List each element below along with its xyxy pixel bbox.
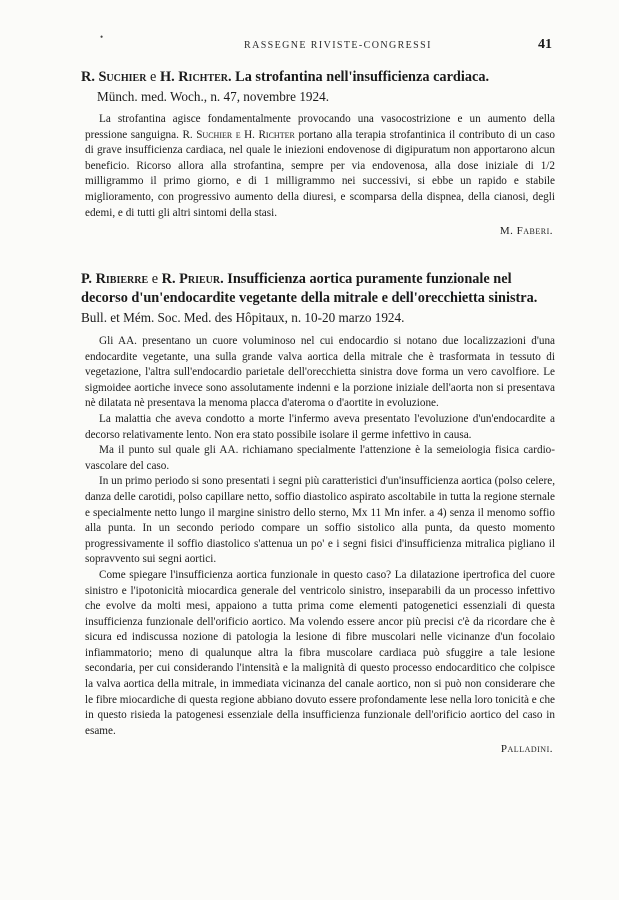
article-2-title: Insufficienza aortica puramente funzionale nel decorso d'un'endocardite vegetante della mitrale e dell'orecchietta sinistra. <box>81 271 538 306</box>
article-1-body <box>81 112 555 221</box>
article-1-title: La strofantina nell'insufficienza cardiaca. <box>235 69 490 85</box>
article-2-conjunction: e <box>151 271 159 287</box>
article-1-body-end: portano alla terapia strofantinica il contributo di un caso di grave insufficienza cardiaca, nel quale le iniezioni endovenose di digipuratum non apportarono alcun beneficio. Ricorso allora alla strofantina, sempre per via endovenosa, alla dose iniziale di 1/2 milligrammo il primo giorno, e di 1 milligrammo nei successivi, si ebbe un rapido e stabile miglioramento, con progressivo aumento della diuresi, e scomparsa della dispnea, della cianosi, degli edemi, e di tutti gli altri sintomi della stasi. <box>85 128 556 219</box>
article-1-citation: Münch. med. Woch., n. 47, novembre 1924. <box>97 89 330 104</box>
article-1-author-1: R. Suchier <box>81 69 147 85</box>
article-1-paragraph <box>85 112 555 221</box>
article-2-author-2: R. Prieur. <box>161 271 224 287</box>
article-2-paragraph-4: In un primo periodo si sono presentati i segni più caratteristici d'un'insufficienza aortica (polso celere, danza delle carotidi, polso capillare netto, soffio diastolico aspirato ascoltabile in tutta la regione sternale e specialmente netto lungo il margine sinistro dello sterno, Mx 11 Mn infer. a 4) senza il menomo soffio alla punta. In un secondo periodo compare un soffio sistolico alla punta, da questo momento progressivamente il soffio diastolico s'attenua un po' e i segni fisici d'insufficienza mitralica pigliano il sopravvento sui segni aortici. <box>85 475 555 566</box>
article-2-heading <box>81 270 555 328</box>
review-article-1 <box>81 68 555 237</box>
running-head: RASSEGNE RIVISTE-CONGRESSI <box>244 40 432 51</box>
article-2-paragraph-2: La malattia che aveva condotto a morte l'infermo aveva presentato l'evoluzione d'un'endocardite a decorso relativamente lento. Non era stato possibile isolare il germe infettivo in causa. <box>85 412 555 441</box>
article-2-paragraph-1: Gli AA. presentano un cuore voluminoso nel cui endocardio si notano due localizzazioni d'una endocardite vegetante, una sulla grande valva aortica della mitrale che è trasformata in tessuto di vegetazione, l'altra sull'endocardio parietale dell'orecchietta sinistra dove forma un vero cavolfiore. Le sigmoidee aortiche invece sono assolutamente indenni e la porzione iniziale dell'aorta non si presentava nè dilatata nè presentava la menoma placca d'ateroma o d'aortite in evoluzione. <box>85 335 555 410</box>
article-1-heading <box>81 68 555 87</box>
article-2-citation: Bull. et Mém. Soc. Med. des Hôpitaux, n. 10-20 marzo 1924. <box>81 310 405 325</box>
article-2-body <box>81 334 555 739</box>
article-2-author-1: P. Ribierre <box>81 271 149 287</box>
article-2-paragraph-3: Ma il punto sul quale gli AA. richiamano specialmente l'attenzione è la semeiologia fisica cardio-vascolare del caso. <box>85 444 555 472</box>
article-1-author-2: H. Richter. <box>159 69 232 85</box>
corner-mark: • <box>100 32 104 42</box>
article-2-paragraph-5: Come spiegare l'insufficienza aortica funzionale in questo caso? La dilatazione ipertrofica del cuore sinistro e l'ipotonicità miocardica generale del ventricolo sinistro, inseparabili da un processo infettivo che evolve da molti mesi, appaiono a tutta prima come elementi patogenetici essenziali di questa insufficienza funzionale dell'orificio aortico. Ma volendo essere ancor più precisi c'è da ricordare che è sicura ed indiscussa nozione di patologia la lesione di fibre muscolari nelle vicinanze d'un focolaio infiammatorio; meno di qualunque altra la fibra muscolare cardiaca può sfuggire a tale lesione secondaria, per cui considerando l'intensità e la malignità di questo processo endocarditico che colpisce la valva aortica della mitrale, in immediata vicinanza del canale aortico, non si può non considerare che le fibre miocardiche di questa regione abbiano dovuto essere profondamente lese nella loro tonicità e che in questo risieda la patogenesi essenziale della insufficienza funzionale dell'orificio aortico del caso in esame. <box>85 568 556 737</box>
article-1-body-start: La strofantina agisce fondamentalmente provocando una vasocostrizione e un aumento della pressione sanguigna. <box>85 113 555 141</box>
article-1-author-reference: R. Suchier e H. Richter <box>182 128 295 141</box>
review-article-2 <box>81 270 555 755</box>
article-1-signature: M. Faberi. <box>499 225 553 238</box>
page-number: 41 <box>538 37 552 52</box>
article-2-signature: Palladini. <box>500 743 553 756</box>
article-1-conjunction: e <box>150 69 157 85</box>
